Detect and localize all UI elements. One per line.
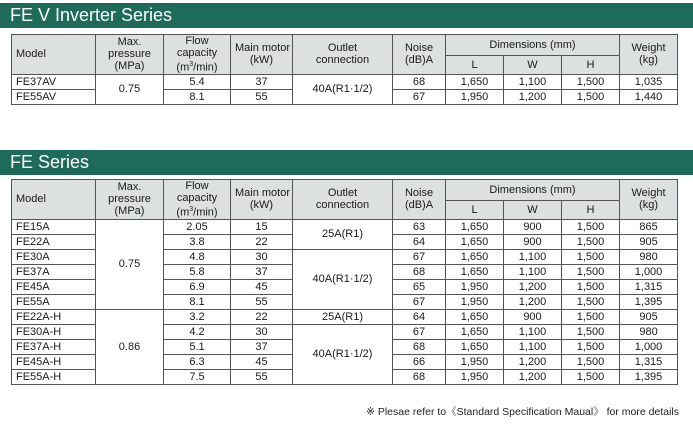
cell-dim-h: 1,500 — [562, 354, 620, 369]
header-dim-l: L — [446, 56, 504, 74]
cell-dim-l: 1,650 — [446, 264, 504, 279]
header-weight: Weight (kg) — [620, 35, 678, 75]
header-model: Model — [12, 180, 96, 220]
header-outlet-connection: Outlet connection — [293, 180, 393, 220]
header-dim-l: L — [446, 201, 504, 219]
header-dimensions: Dimensions (mm) — [446, 180, 620, 201]
cell-dim-w: 1,100 — [504, 74, 562, 89]
cell-flow: 5.8 — [164, 264, 231, 279]
cell-dim-h: 1,500 — [562, 309, 620, 324]
cell-model: FE22A — [12, 234, 96, 249]
cell-weight: 1,440 — [620, 89, 678, 104]
cell-flow: 2.05 — [164, 219, 231, 234]
fe-spec-table — [11, 179, 678, 385]
cell-noise: 67 — [393, 294, 446, 309]
cell-model: FE37AV — [12, 74, 96, 89]
cell-noise: 67 — [393, 89, 446, 104]
cell-noise: 65 — [393, 279, 446, 294]
cell-motor: 15 — [231, 219, 293, 234]
cell-dim-h: 1,500 — [562, 219, 620, 234]
cell-motor: 55 — [231, 369, 293, 384]
cell-dim-h: 1,500 — [562, 294, 620, 309]
cell-dim-l: 1,650 — [446, 309, 504, 324]
cell-weight: 1,315 — [620, 279, 678, 294]
cell-dim-l: 1,950 — [446, 294, 504, 309]
cell-noise: 67 — [393, 249, 446, 264]
cell-weight: 905 — [620, 309, 678, 324]
cell-flow: 4.8 — [164, 249, 231, 264]
cell-outlet: 25A(R1) — [293, 309, 393, 324]
cell-weight: 1,000 — [620, 339, 678, 354]
cell-model: FE55A — [12, 294, 96, 309]
cell-model: FE55AV — [12, 89, 96, 104]
cell-dim-l: 1,650 — [446, 324, 504, 339]
header-max-pressure: Max. pressure (MPa) — [96, 180, 164, 220]
cell-noise: 68 — [393, 369, 446, 384]
cell-weight: 1,395 — [620, 369, 678, 384]
cell-flow: 3.8 — [164, 234, 231, 249]
footnote: ※ Plesae refer to《Standard Specification Maual》 for more details — [366, 406, 679, 418]
cell-noise: 64 — [393, 234, 446, 249]
cell-outlet: 40A(R1·1/2) — [293, 324, 393, 384]
cell-motor: 55 — [231, 294, 293, 309]
cell-motor: 45 — [231, 354, 293, 369]
cell-model: FE55A-H — [12, 369, 96, 384]
cell-noise: 66 — [393, 354, 446, 369]
cell-flow: 7.5 — [164, 369, 231, 384]
cell-model: FE30A — [12, 249, 96, 264]
cell-weight: 1,395 — [620, 294, 678, 309]
cell-motor: 37 — [231, 264, 293, 279]
cell-dim-w: 900 — [504, 234, 562, 249]
cell-weight: 905 — [620, 234, 678, 249]
cell-dim-l: 1,950 — [446, 279, 504, 294]
header-dim-w: W — [504, 201, 562, 219]
cell-dim-l: 1,650 — [446, 339, 504, 354]
cell-flow: 8.1 — [164, 294, 231, 309]
cell-dim-w: 1,100 — [504, 324, 562, 339]
cell-dim-l: 1,650 — [446, 249, 504, 264]
cell-noise: 63 — [393, 219, 446, 234]
fev-section-title: FE V Inverter Series — [0, 3, 693, 28]
cell-dim-h: 1,500 — [562, 74, 620, 89]
cell-motor: 30 — [231, 249, 293, 264]
header-noise: Noise (dB)A — [393, 35, 446, 75]
cell-weight: 1,035 — [620, 74, 678, 89]
cell-model: FE15A — [12, 219, 96, 234]
header-dim-h: H — [562, 56, 620, 74]
header-main-motor: Main motor (kW) — [231, 180, 293, 220]
cell-weight: 980 — [620, 324, 678, 339]
cell-motor: 37 — [231, 74, 293, 89]
cell-dim-h: 1,500 — [562, 279, 620, 294]
cell-dim-w: 1,200 — [504, 369, 562, 384]
header-dim-w: W — [504, 56, 562, 74]
cell-noise: 68 — [393, 339, 446, 354]
cell-dim-l: 1,650 — [446, 74, 504, 89]
table-row — [12, 309, 678, 324]
cell-flow: 6.9 — [164, 279, 231, 294]
cell-pressure: 0.86 — [96, 309, 164, 384]
cell-outlet: 40A(R1·1/2) — [293, 74, 393, 104]
cell-motor: 22 — [231, 309, 293, 324]
cell-motor: 30 — [231, 324, 293, 339]
cell-dim-l: 1,950 — [446, 369, 504, 384]
cell-dim-w: 1,100 — [504, 264, 562, 279]
cell-dim-h: 1,500 — [562, 234, 620, 249]
cell-dim-h: 1,500 — [562, 324, 620, 339]
cell-dim-h: 1,500 — [562, 89, 620, 104]
cell-noise: 67 — [393, 324, 446, 339]
cell-dim-w: 1,200 — [504, 294, 562, 309]
cell-dim-w: 1,200 — [504, 279, 562, 294]
cell-dim-w: 900 — [504, 219, 562, 234]
cell-flow: 4.2 — [164, 324, 231, 339]
fev-spec-table — [11, 34, 678, 105]
cell-model: FE45A-H — [12, 354, 96, 369]
cell-noise: 68 — [393, 264, 446, 279]
cell-noise: 64 — [393, 309, 446, 324]
header-main-motor: Main motor (kW) — [231, 35, 293, 75]
header-dimensions: Dimensions (mm) — [446, 35, 620, 56]
cell-dim-w: 1,100 — [504, 339, 562, 354]
header-outlet-connection: Outlet connection — [293, 35, 393, 75]
cell-weight: 1,315 — [620, 354, 678, 369]
cell-dim-l: 1,950 — [446, 89, 504, 104]
cell-flow: 8.1 — [164, 89, 231, 104]
cell-outlet: 25A(R1) — [293, 219, 393, 249]
cell-motor: 45 — [231, 279, 293, 294]
cell-model: FE37A-H — [12, 339, 96, 354]
header-model: Model — [12, 35, 96, 75]
cell-noise: 68 — [393, 74, 446, 89]
cell-model: FE30A-H — [12, 324, 96, 339]
cell-model: FE22A-H — [12, 309, 96, 324]
cell-pressure: 0.75 — [96, 74, 164, 104]
cell-dim-h: 1,500 — [562, 249, 620, 264]
cell-pressure: 0.75 — [96, 219, 164, 309]
header-flow-capacity: Flow capacity $(m^3/\min)$ — [164, 35, 231, 75]
cell-dim-w: 1,200 — [504, 354, 562, 369]
header-weight: Weight (kg) — [620, 180, 678, 220]
cell-flow: 5.4 — [164, 74, 231, 89]
cell-dim-h: 1,500 — [562, 369, 620, 384]
cell-flow: 3.2 — [164, 309, 231, 324]
cell-dim-l: 1,650 — [446, 219, 504, 234]
cell-weight: 865 — [620, 219, 678, 234]
cell-dim-w: 1,100 — [504, 249, 562, 264]
cell-flow: 5.1 — [164, 339, 231, 354]
cell-flow: 6.3 — [164, 354, 231, 369]
fe-section-title: FE Series — [0, 150, 693, 175]
cell-motor: 37 — [231, 339, 293, 354]
cell-dim-h: 1,500 — [562, 339, 620, 354]
cell-outlet: 40A(R1·1/2) — [293, 249, 393, 309]
cell-dim-h: 1,500 — [562, 264, 620, 279]
cell-dim-l: 1,950 — [446, 354, 504, 369]
cell-model: FE45A — [12, 279, 96, 294]
table-row — [12, 219, 678, 234]
cell-weight: 1,000 — [620, 264, 678, 279]
cell-dim-l: 1,650 — [446, 234, 504, 249]
header-flow-capacity: Flow capacity $(m^3/\min)$ — [164, 180, 231, 220]
table-row — [12, 74, 678, 89]
header-noise: Noise (dB)A — [393, 180, 446, 220]
header-max-pressure: Max. pressure (MPa) — [96, 35, 164, 75]
cell-motor: 22 — [231, 234, 293, 249]
header-dim-h: H — [562, 201, 620, 219]
cell-model: FE37A — [12, 264, 96, 279]
cell-motor: 55 — [231, 89, 293, 104]
cell-weight: 980 — [620, 249, 678, 264]
cell-dim-w: 1,200 — [504, 89, 562, 104]
cell-dim-w: 900 — [504, 309, 562, 324]
